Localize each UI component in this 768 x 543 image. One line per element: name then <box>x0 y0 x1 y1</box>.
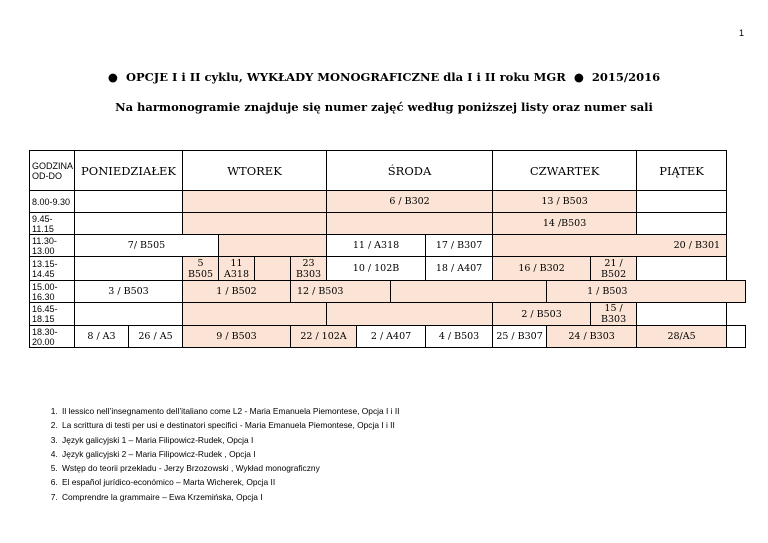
page-title <box>0 70 768 84</box>
schedule-cell <box>183 191 327 213</box>
time-column-header: GODZINA OD-DO <box>30 151 75 191</box>
list-item: 6. El español jurídico-económico – Marta Wicherek, Opcja II <box>60 475 400 489</box>
schedule-cell <box>75 303 183 326</box>
room-number: B505 <box>187 269 214 280</box>
schedule-cell: 9 / B503 <box>183 326 291 348</box>
schedule-cell: 11 / A318 <box>327 235 426 257</box>
table-row <box>30 191 746 213</box>
schedule-cell: 7/ B505 <box>75 235 219 257</box>
schedule-cell <box>183 213 327 235</box>
class-number: 11 <box>230 258 243 269</box>
schedule-cell: 10 / 102B <box>327 257 426 281</box>
day-header-wednesday: ŚRODA <box>327 151 493 191</box>
table-row <box>30 213 746 235</box>
schedule-cell <box>327 213 493 235</box>
schedule-cell <box>637 213 727 235</box>
bullet-icon: ● <box>573 70 584 84</box>
list-item: 5. Wstęp do teorii przekładu - Jerzy Brzozowski , Wykład monograficzny <box>60 461 400 475</box>
schedule-cell <box>75 213 183 235</box>
schedule-cell <box>637 191 727 213</box>
schedule-cell: 26 / A5 <box>129 326 183 348</box>
schedule-cell <box>219 257 255 281</box>
title-text: OPCJE I i II cyklu, WYKŁADY MONOGRAFICZNE dla I i II roku MGR <box>125 70 566 84</box>
time-cell: 15.00-16.30 <box>30 281 75 303</box>
day-header-tuesday: WTOREK <box>183 151 327 191</box>
schedule-cell <box>75 191 183 213</box>
schedule-cell: 13 / B503 <box>493 191 637 213</box>
schedule-table <box>29 150 746 348</box>
list-item: 3. Język galicyjski 1 – Maria Filipowicz-Rudek, Opcja I <box>60 433 400 447</box>
schedule-cell: 24 / B303 <box>547 326 637 348</box>
schedule-cell: 3 / B503 <box>75 281 183 303</box>
schedule-cell: 28/A5 <box>637 326 727 348</box>
table-row <box>30 281 746 303</box>
schedule-cell: 2 / A407 <box>357 326 426 348</box>
table-row <box>30 326 746 348</box>
schedule-cell <box>183 257 219 281</box>
schedule-cell <box>391 281 547 303</box>
schedule-cell: 12 / B503 <box>291 281 391 303</box>
schedule-cell <box>637 303 727 326</box>
time-cell: 18.30-20.00 <box>30 326 75 348</box>
schedule-cell: 2 / B503 <box>493 303 591 326</box>
time-cell: 16.45-18.15 <box>30 303 75 326</box>
page-subtitle: Na harmonogramie znajduje się numer zajęć według poniższej listy oraz numer sali <box>115 100 653 114</box>
table-row <box>30 257 746 281</box>
schedule-cell <box>637 257 727 281</box>
class-number: 23 <box>302 258 315 269</box>
schedule-cell: 14 /B503 <box>493 213 637 235</box>
schedule-cell <box>75 257 183 281</box>
schedule-cell <box>219 235 327 257</box>
time-cell: 8.00-9.30 <box>30 191 75 213</box>
schedule-cell: 6 / B302 <box>327 191 493 213</box>
schedule-cell <box>183 303 327 326</box>
schedule-cell <box>727 326 746 348</box>
schedule-cell: 8 / A3 <box>75 326 129 348</box>
time-cell: 11.30-13.00 <box>30 235 75 257</box>
schedule-cell: 17 / B307 <box>426 235 493 257</box>
schedule-cell: 1 / B503 <box>547 281 746 303</box>
room-number: B303 <box>295 269 322 280</box>
schedule-cell <box>255 257 291 281</box>
schedule-cell: 16 / B302 <box>493 257 591 281</box>
list-item: 4. Język galicyjski 2 – Maria Filipowicz-Rudek , Opcja I <box>60 447 400 461</box>
schedule-cell: 22 / 102A <box>291 326 357 348</box>
table-row <box>30 235 746 257</box>
day-header-thursday: CZWARTEK <box>493 151 637 191</box>
course-list <box>30 404 400 504</box>
day-header-friday: PIĄTEK <box>637 151 727 191</box>
schedule-cell: 18 / A407 <box>426 257 493 281</box>
schedule-cell: 25 / B307 <box>493 326 547 348</box>
time-cell: 9.45-11.15 <box>30 213 75 235</box>
schedule-cell: 1 / B502 <box>183 281 291 303</box>
list-item: 7. Comprendre la grammaire – Ewa Krzemińska, Opcja I <box>60 490 400 504</box>
schedule-cell: 21 / B502 <box>591 257 637 281</box>
list-item: 2. La scrittura di testi per usi e destinatori specifici - Maria Emanuela Piemontese, Opcja I i II <box>60 418 400 432</box>
schedule-cell: 15 / B303 <box>591 303 637 326</box>
schedule-cell <box>291 257 327 281</box>
table-row <box>30 303 746 326</box>
class-number: 5 <box>197 258 204 269</box>
page-number: 1 <box>738 28 744 38</box>
bullet-icon: ● <box>107 70 118 84</box>
time-cell: 13.15-14.45 <box>30 257 75 281</box>
schedule-cell <box>327 303 493 326</box>
header-row <box>30 151 746 191</box>
academic-year: 2015/2016 <box>591 70 661 84</box>
room-number: A318 <box>224 269 249 280</box>
day-header-monday: PONIEDZIAŁEK <box>75 151 183 191</box>
schedule-cell: 4 / B503 <box>426 326 493 348</box>
list-item: 1. Il lessico nell’insegnamento dell’italiano come L2 - Maria Emanuela Piemontese, Opcja I i II <box>60 404 400 418</box>
schedule-cell: 20 / B301 <box>493 235 727 257</box>
